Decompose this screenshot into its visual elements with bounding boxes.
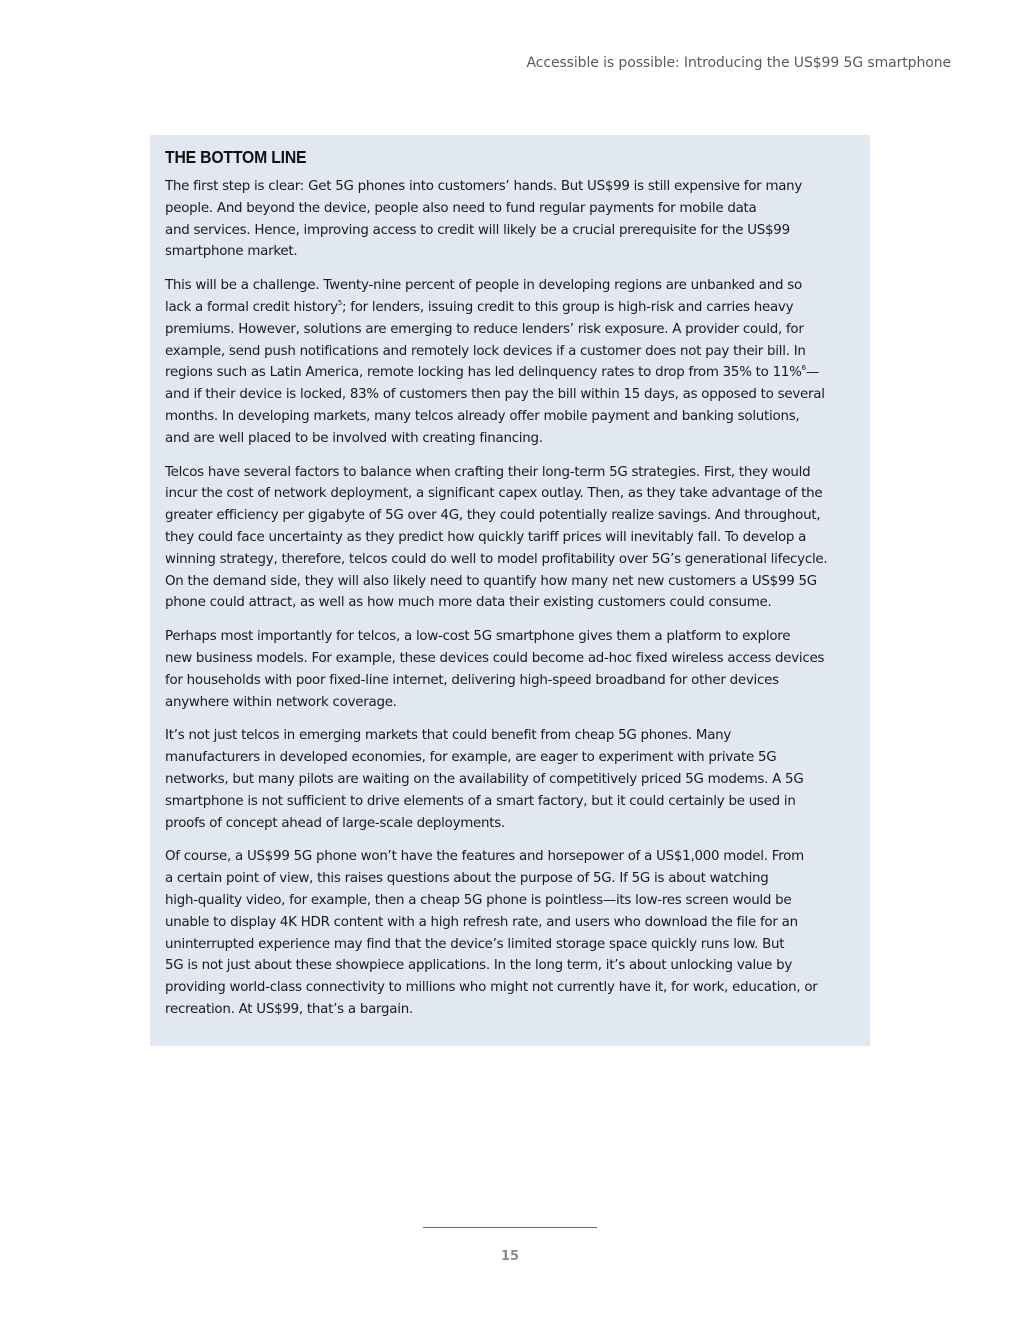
paragraph-challenge: [165, 275, 856, 449]
text-segment: lack a formal credit history: [165, 299, 338, 315]
text-line: The first step is clear: Get 5G phones into customers’ hands. But US$99 is still expensive for many: [165, 179, 803, 194]
text-line: Of course, a US$99 5G phone won’t have the features and horsepower of a US$1,000 model. From: [165, 849, 804, 865]
text-line: anywhere within network coverage.: [165, 694, 397, 710]
text-line: manufacturers in developed economies, for example, are eager to experiment with private 5G: [165, 750, 777, 766]
bottom-line-callout: [150, 135, 870, 1046]
text-line: for households with poor fixed-line internet, delivering high-speed broadband for other devices: [165, 672, 779, 688]
callout-title: THE BOTTOM LINE: [165, 147, 307, 167]
text-line: a certain point of view, this raises questions about the purpose of 5G. If 5G is about watching: [165, 871, 769, 887]
running-header: Accessible is possible: Introducing the US$99 5G smartphone: [526, 55, 951, 71]
text-line: phone could attract, as well as how much more data their existing customers could consume.: [165, 595, 772, 611]
text-line: example, send push notifications and remotely lock devices if a customer does not pay their bill. In: [165, 343, 806, 359]
text-line: providing world-class connectivity to millions who might not currently have it, for work, education, or: [165, 980, 818, 996]
text-line: premiums. However, solutions are emerging to reduce lenders’ risk exposure. A provider could, for: [165, 321, 804, 337]
text-line-with-footnote: [165, 362, 856, 384]
paragraph-manufacturers: [165, 725, 856, 834]
text-line: high-quality video, for example, then a cheap 5G phone is pointless—its low-res screen would be: [165, 892, 792, 908]
text-line: new business models. For example, these devices could become ad-hoc fixed wireless access devices: [165, 650, 825, 666]
text-line: recreation. At US$99, that’s a bargain.: [165, 1001, 413, 1017]
text-line: unable to display 4K HDR content with a high refresh rate, and users who download the file for an: [165, 914, 798, 930]
footnote-marker: 5: [337, 298, 342, 307]
text-segment: ; for lenders, issuing credit to this group is high-risk and carries heavy: [341, 299, 794, 315]
text-line: networks, but many pilots are waiting on the availability of competitively priced 5G modems. A 5G: [165, 771, 804, 787]
text-line: and if their device is locked, 83% of customers then pay the bill within 15 days, as opposed to several: [165, 387, 825, 403]
text-line: greater efficiency per gigabyte of 5G over 4G, they could potentially realize savings. And throughout,: [165, 508, 821, 524]
text-line-with-footnote: [165, 297, 856, 319]
text-line: Perhaps most importantly for telcos, a low-cost 5G smartphone gives them a platform to explore: [165, 629, 791, 645]
text-line: proofs of concept ahead of large-scale deployments.: [165, 815, 506, 831]
text-line: 5G is not just about these showpiece applications. In the long term, it’s about unlocking value by: [165, 958, 793, 974]
text-line: months. In developing markets, many telcos already offer mobile payment and banking solutions,: [165, 408, 800, 424]
paragraph-conclusion: [165, 846, 856, 1020]
footnote-marker: 6: [801, 364, 806, 373]
text-line: It’s not just telcos in emerging markets that could benefit from cheap 5G phones. Many: [165, 728, 732, 744]
text-segment: regions such as Latin America, remote locking has led delinquency rates to drop from 35% to 11%: [165, 365, 802, 381]
text-line: This will be a challenge. Twenty-nine percent of people in developing regions are unbanked and so: [165, 278, 802, 294]
text-line: smartphone market.: [165, 244, 298, 260]
text-line: people. And beyond the device, people also need to fund regular payments for mobile data: [165, 200, 757, 216]
paragraph-business-models: [165, 626, 856, 713]
text-line: winning strategy, therefore, telcos could do well to model profitability over 5G’s generational lifecycle.: [165, 551, 828, 567]
text-segment: —: [805, 365, 820, 381]
paragraph-credit-intro: [165, 176, 856, 263]
text-line: uninterrupted experience may find that the device’s limited storage space quickly runs low. But: [165, 936, 785, 952]
text-line: Telcos have several factors to balance when crafting their long-term 5G strategies. First, they would: [165, 464, 811, 480]
text-line: smartphone is not sufficient to drive elements of a smart factory, but it could certainly be used in: [165, 793, 796, 809]
paragraph-telco-strategy: [165, 462, 856, 615]
text-line: On the demand side, they will also likely need to quantify how many net new customers a US$99 5G: [165, 573, 817, 589]
text-line: incur the cost of network deployment, a significant capex outlay. Then, as they take advantage of the: [165, 486, 823, 502]
text-line: they could face uncertainty as they predict how quickly tariff prices will inevitably fall. To develop a: [165, 529, 807, 545]
text-line: and are well placed to be involved with creating financing.: [165, 430, 543, 446]
text-line: and services. Hence, improving access to credit will likely be a crucial prerequisite for the US$99: [165, 222, 790, 238]
footer-divider: [423, 1227, 597, 1228]
page-number: 15: [500, 1249, 520, 1264]
